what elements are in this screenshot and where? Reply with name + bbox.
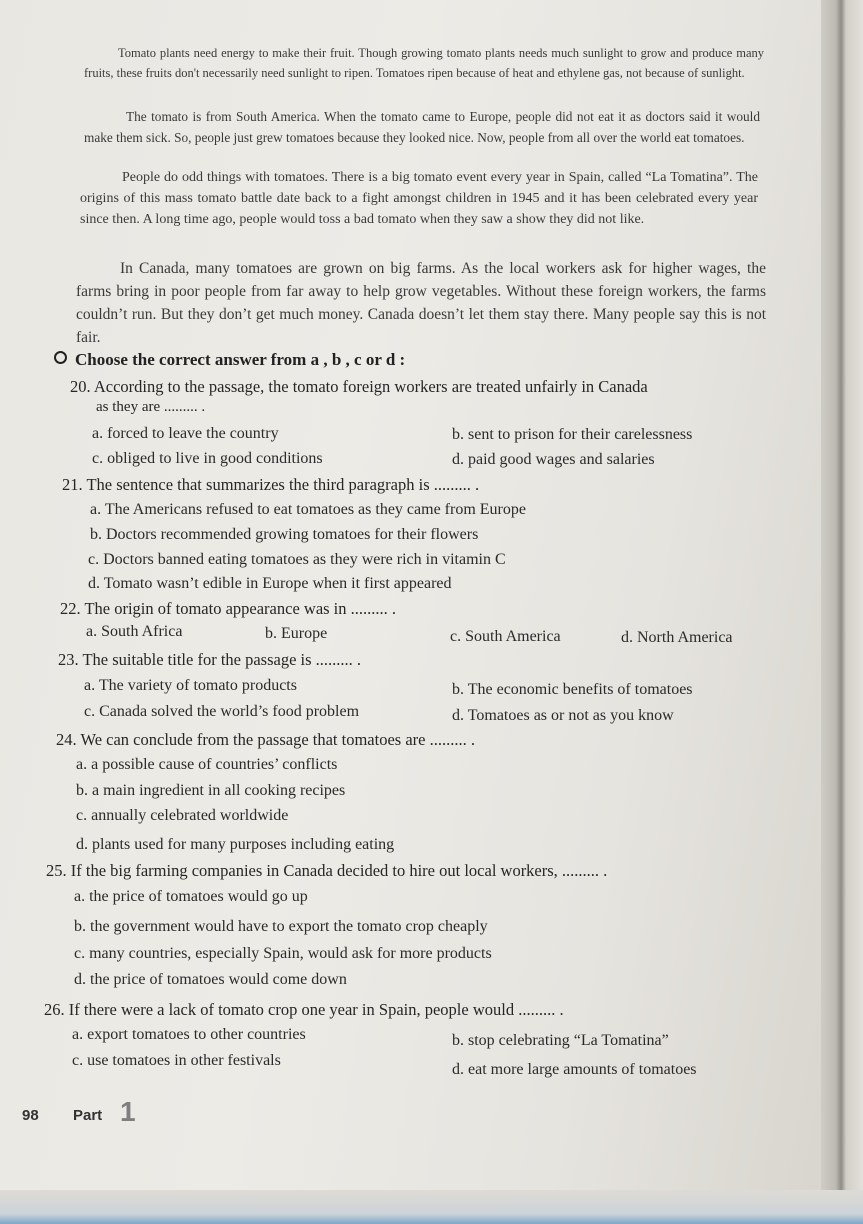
question-26-option-c[interactable]: c. use tomatoes in other festivals	[72, 1052, 281, 1069]
question-20-option-c[interactable]: c. obliged to live in good conditions	[92, 450, 323, 467]
passage-paragraph-1: Tomato plants need energy to make their fruit. Though growing tomato plants needs much sunlight to grow and produce many fruits, these fruits don't necessarily need sunlight to ripen. Tomatoes ripen because of heat and ethylene gas, not because of sunlight.	[84, 46, 764, 80]
question-25-stem: 25. If the big farming companies in Canada decided to hire out local workers, ......... .	[46, 861, 608, 880]
question-25-option-b[interactable]: b. the government would have to export the tomato crop cheaply	[74, 918, 488, 935]
part-number: 1	[120, 1096, 136, 1127]
part-label: Part	[73, 1107, 103, 1124]
instruction-heading: Choose the correct answer from a , b , c or d :	[54, 350, 405, 370]
question-21-option-c[interactable]: c. Doctors banned eating tomatoes as they were rich in vitamin C	[88, 551, 506, 568]
question-23-option-d[interactable]: d. Tomatoes as or not as you know	[452, 707, 674, 724]
question-21-option-d[interactable]: d. Tomato wasn’t edible in Europe when it first appeared	[88, 575, 452, 592]
passage-paragraph-2: The tomato is from South America. When the tomato came to Europe, people did not eat it as doctors said it would make them sick. So, people just grew tomatoes because they looked nice. Now, people from all over the world eat tomatoes.	[84, 109, 760, 145]
question-21-option-a[interactable]: a. The Americans refused to eat tomatoes as they came from Europe	[90, 501, 526, 518]
question-20-stem: 20. According to the passage, the tomato foreign workers are treated unfairly in Canada	[70, 377, 648, 396]
question-26-option-d[interactable]: d. eat more large amounts of tomatoes	[452, 1061, 697, 1078]
question-22-option-c[interactable]: c. South America	[450, 628, 561, 645]
question-20-stem-cont: as they are ......... .	[96, 399, 206, 415]
question-23-option-c[interactable]: c. Canada solved the world’s food problem	[84, 703, 360, 720]
question-23-stem: 23. The suitable title for the passage is ......... .	[58, 650, 362, 669]
question-23-option-b[interactable]: b. The economic benefits of tomatoes	[452, 681, 693, 698]
question-25-option-d[interactable]: d. the price of tomatoes would come down	[74, 971, 347, 988]
question-24-option-a[interactable]: a. a possible cause of countries’ conflicts	[76, 756, 338, 773]
question-20-option-b[interactable]: b. sent to prison for their carelessness	[452, 426, 693, 443]
question-25-option-a[interactable]: a. the price of tomatoes would go up	[74, 888, 308, 905]
question-24-option-d[interactable]: d. plants used for many purposes including eating	[76, 836, 395, 853]
background-surface	[0, 1190, 863, 1224]
question-21-stem: 21. The sentence that summarizes the third paragraph is ......... .	[62, 475, 480, 494]
question-21-option-b[interactable]: b. Doctors recommended growing tomatoes for their flowers	[90, 526, 479, 543]
question-22-option-a[interactable]: a. South Africa	[86, 623, 183, 640]
question-24-stem: 24. We can conclude from the passage that tomatoes are ......... .	[56, 730, 475, 749]
question-22-option-b[interactable]: b. Europe	[265, 625, 328, 642]
question-20-option-d[interactable]: d. paid good wages and salaries	[452, 451, 655, 468]
page-number: 98	[22, 1107, 39, 1124]
question-22-option-d[interactable]: d. North America	[621, 629, 733, 646]
question-20-option-a[interactable]: a. forced to leave the country	[92, 425, 279, 442]
question-26-stem: 26. If there were a lack of tomato crop one year in Spain, people would ......... .	[44, 1000, 564, 1019]
question-26-option-b[interactable]: b. stop celebrating “La Tomatina”	[452, 1032, 669, 1049]
question-23-option-a[interactable]: a. The variety of tomato products	[84, 677, 297, 694]
question-26-option-a[interactable]: a. export tomatoes to other countries	[72, 1026, 306, 1043]
question-24-option-c[interactable]: c. annually celebrated worldwide	[76, 807, 289, 824]
question-25-option-c[interactable]: c. many countries, especially Spain, would ask for more products	[74, 945, 492, 962]
bullet-circle-icon	[54, 351, 67, 364]
question-24-option-b[interactable]: b. a main ingredient in all cooking recipes	[76, 782, 346, 799]
passage-paragraph-3: People do odd things with tomatoes. There is a big tomato event every year in Spain, called “La Tomatina”. The origins of this mass tomato battle date back to a fight amongst children in 1945 and it has been celebrated every year since then. A long time ago, people would toss a bad tomato when they saw a show they did not like.	[80, 170, 758, 227]
question-22-stem: 22. The origin of tomato appearance was in ......... .	[60, 599, 397, 618]
passage-paragraph-4: In Canada, many tomatoes are grown on big farms. As the local workers ask for higher wages, the farms bring in poor people from far away to help grow vegetables. Without these foreign workers, the farms couldn’t run. But they don’t get much money. Canada doesn’t let them stay there. Many people say this is not fair.	[76, 260, 766, 346]
page-fold	[821, 0, 863, 1190]
